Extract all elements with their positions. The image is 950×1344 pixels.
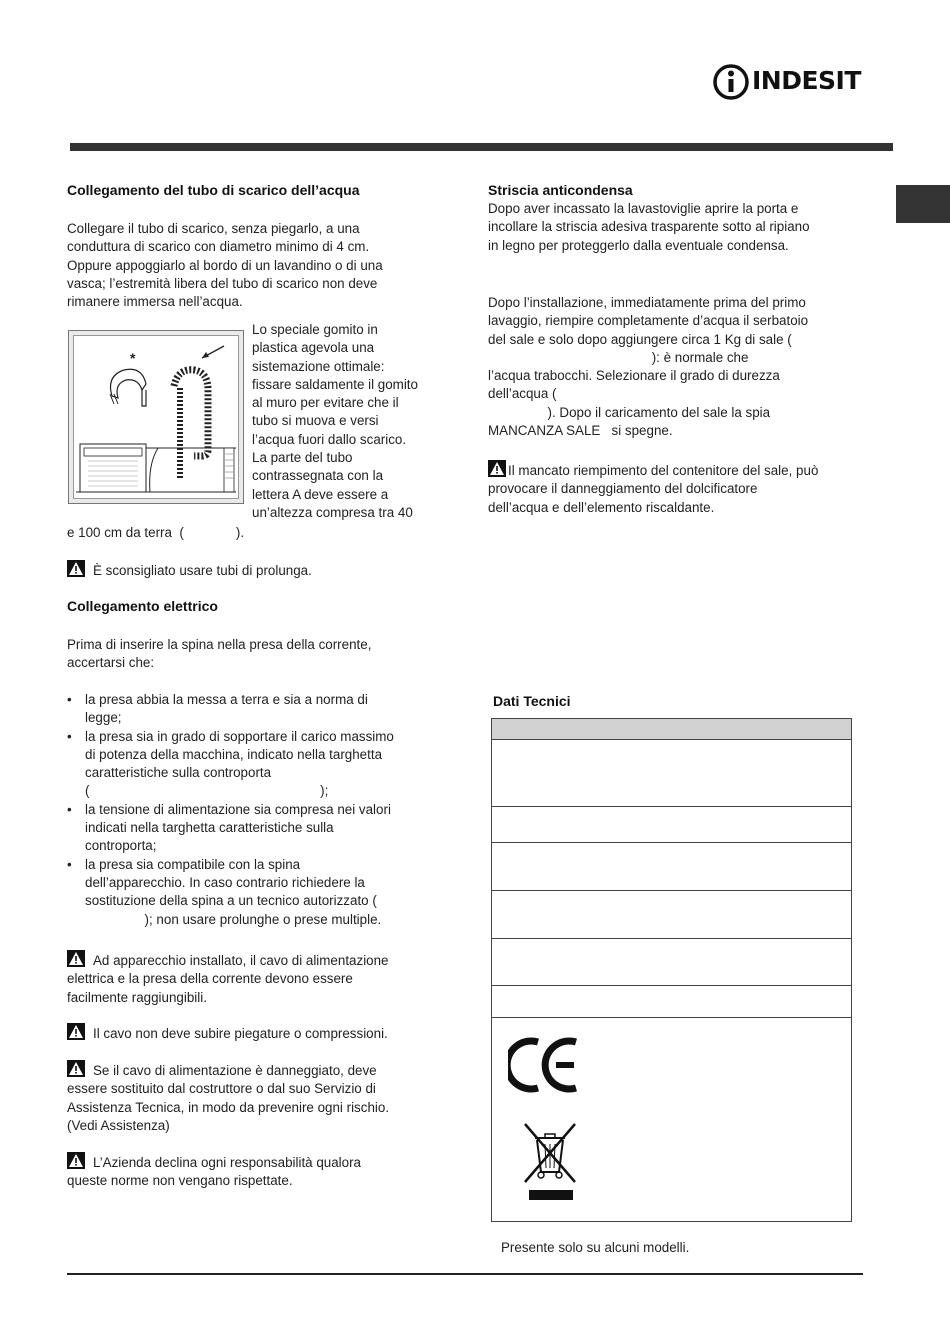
weee-bin-icon: [521, 1120, 579, 1202]
ce-mark-icon: [508, 1036, 580, 1094]
list-item: • la presa sia compatibile con la spina dell’apparecchio. In caso contrario richiedere la sostituzione della spina a un tecnico autorizzato ( ); non usare prolunghe o prese multiple.: [67, 856, 447, 929]
tech-data-heading: Dati Tecnici: [493, 693, 571, 709]
logo-emblem-icon: [712, 62, 750, 102]
table-row-divider: [492, 938, 851, 939]
logo-text: INDESIT: [752, 66, 861, 95]
warning-cable-damaged: Se il cavo di alimentazione è danneggiato, deve essere sostituito dal costruttore o dal suo Servizio di Assistenza Tecnica, in modo da prevenire ogni rischio. (Vedi Assistenza): [67, 1060, 447, 1135]
figure-caption-tail: e 100 cm da terra ( ).: [67, 525, 245, 540]
warning-extension: È sconsigliato usare tubi di prolunga.: [67, 560, 447, 580]
figure-caption: Lo speciale gomito in plastica agevola una sistemazione ottimale: fissare saldamente il gomito al muro per evitare che il tubo si muova e versi l’acqua fuori dallo scarico. La parte del tubo contrassegnata con la lettera A deve essere a un’altezza compresa tra 40: [252, 322, 418, 520]
warning-icon: [67, 560, 85, 577]
warning-icon: [67, 1023, 85, 1040]
language-tab: [896, 185, 950, 223]
salt-paragraph: Dopo l’installazione, immediatamente prima del primo lavaggio, riempire completamente d’acqua il serbatoio del sale e solo dopo aggiungere circa 1 Kg di sale ( ): è normale che l’acqua trabocchi. Selezionare il grado di durezza dell’acqua ( ). Dopo il caricamento del sale la spia MANCANZA SALE si spegne.: [488, 295, 809, 439]
list-item: • la tensione di alimentazione sia compresa nei valori indicati nella targhetta caratteristiche sulla controporta;: [67, 801, 447, 856]
table-row-divider: [492, 842, 851, 843]
drain-heading: Collegamento del tubo di scarico dell’acqua: [67, 182, 360, 198]
warning-icon: [67, 1060, 85, 1077]
electric-checklist: [67, 691, 447, 929]
table-row-divider: [492, 985, 851, 986]
hose-illustration: [74, 336, 238, 498]
electric-heading: Collegamento elettrico: [67, 598, 218, 614]
warning-liability: L’Azienda declina ogni responsabilità qualora queste norme non vengano rispettate.: [67, 1152, 447, 1191]
warning-icon: [67, 950, 85, 967]
list-item: • la presa sia in grado di sopportare il carico massimo di potenza della macchina, indicato nella targhetta caratteristiche sulla controporta ( );: [67, 728, 447, 801]
strip-paragraph: Dopo aver incassato la lavastoviglie aprire la porta e incollare la striscia adesiva trasparente sotto al ripiano in legno per proteggerlo dalla eventuale condensa.: [488, 201, 810, 253]
strip-heading: Striscia anticondensa: [488, 182, 633, 198]
footnote: Presente solo su alcuni modelli.: [501, 1240, 690, 1255]
list-item: • la presa abbia la messa a terra e sia a norma di legge;: [67, 691, 447, 728]
table-row-divider: [492, 890, 851, 891]
warning-icon: [488, 460, 506, 477]
warning-cable-bend: Il cavo non deve subire piegature o compressioni.: [67, 1023, 447, 1043]
footer-rule: [67, 1273, 863, 1275]
warning-cable-reach: Ad apparecchio installato, il cavo di alimentazione elettrica e la presa della corrente devono essere facilmente raggiungibili.: [67, 950, 447, 1007]
figure-asterisk: *: [130, 350, 136, 366]
drain-paragraph: Collegare il tubo di scarico, senza piegarlo, a una conduttura di scarico con diametro minimo di 4 cm. Oppure appoggiarlo al bordo di un lavandino o di una vasca; l’estremità libera del tubo di scarico non deve rimanere immersa nell’acqua.: [67, 221, 383, 310]
indesit-logo: [712, 62, 862, 102]
electric-intro: Prima di inserire la spina nella presa della corrente, accertarsi che:: [67, 637, 372, 671]
table-row-divider: [492, 806, 851, 807]
table-header: [492, 719, 851, 740]
table-row-divider: [492, 1017, 851, 1018]
header-bar: [70, 143, 893, 151]
drain-hose-figure: [68, 330, 244, 504]
salt-warning: Il mancato riempimento del contenitore del sale, può provocare il danneggiamento del dolcificatore dell’acqua e dell’elemento riscaldante.: [488, 460, 878, 517]
warning-icon: [67, 1152, 85, 1169]
